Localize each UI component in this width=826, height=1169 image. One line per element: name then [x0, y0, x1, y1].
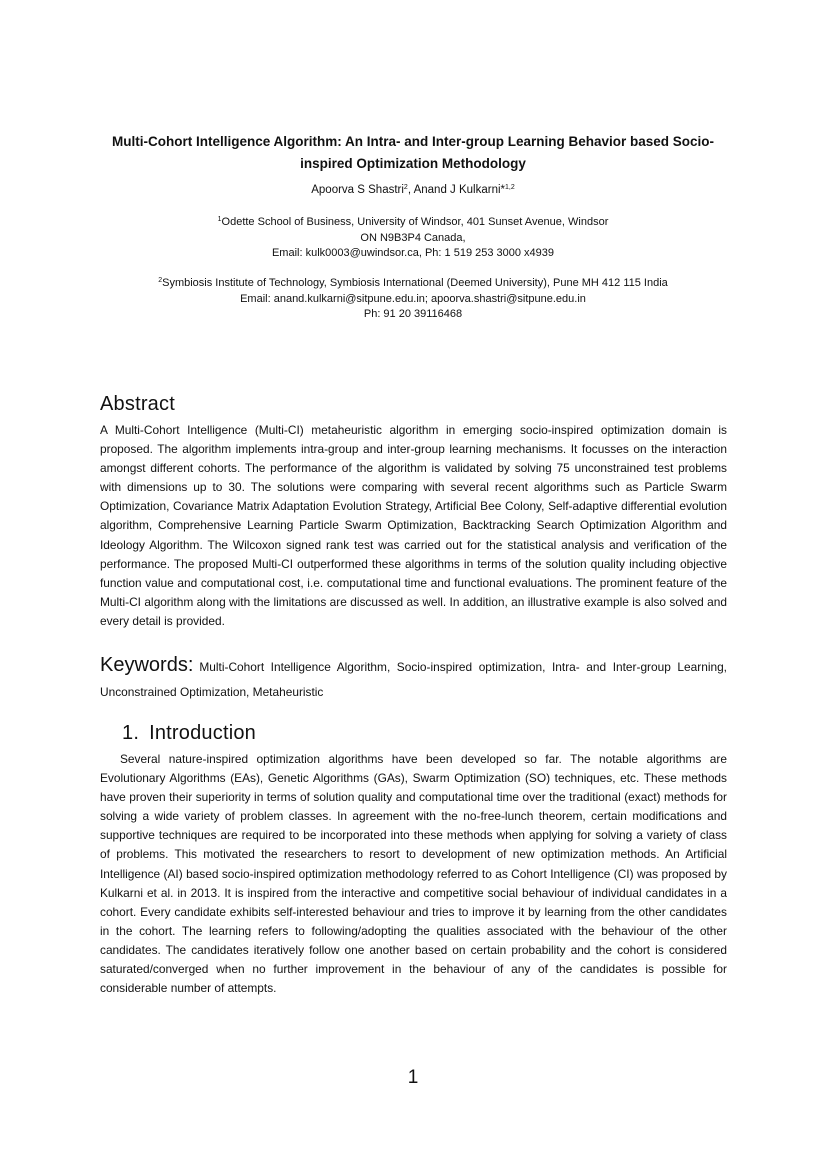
author-2-affiliation-mark: 1,2	[505, 184, 515, 191]
introduction-text: Several nature-inspired optimization algorithms have been developed so far. The notable algorithms are Evolutionary Algorithms (EAs), Genetic Algorithms (GAs), Swarm Optimization (SO) techniques, etc. These methods have proven their superiority in terms of solution quality and computational time over the traditional (exact) methods for solving a wide variety of problem classes. In agreement with the no-free-lunch theorem, certain modifications and supportive techniques are required to be incorporated into these methods when applying for solving a variety of class of problems. This motivated the researchers to resort to development of new optimization methods. An Artificial Intelligence (AI) based socio-inspired optimization methodology referred to as Cohort Intelligence (CI) was proposed by Kulkarni et al. in 2013. It is inspired from the interactive and competitive social behaviour of individual candidates in a cohort. Every candidate exhibits self-interested behaviour and tries to improve it by learning from the other candidates in the cohort. The learning refers to following/adopting the qualities associated with the behaviour of the other candidates. The candidates iteratively follow one another based on certain probability and the cohort is considered saturated/converged when no further improvement in the behaviour of any of the candidates is possible for considerable number of attempts.	[100, 752, 727, 996]
abstract-heading: Abstract	[100, 393, 175, 415]
affiliation-2-line-2: Email: anand.kulkarni@sitpune.edu.in; apoorva.shastri@sitpune.edu.in	[240, 292, 586, 305]
affiliation-1-mark: 1	[217, 216, 222, 223]
title-line-2: inspired Optimization Methodology	[300, 156, 526, 171]
affiliation-1-line-2: ON N9B3P4 Canada,	[360, 231, 466, 244]
affiliation-1-line-3: Email: kulk0003@uwindsor.ca, Ph: 1 519 253 3000 x4939	[271, 247, 555, 259]
introduction-heading	[122, 722, 256, 745]
author-1: Apoorva S Shastri	[311, 184, 404, 196]
page-number: 1	[407, 1067, 419, 1088]
keywords-text: Multi-Cohort Intelligence Algorithm, Socio-inspired optimization, Intra- and Inter-group Learning, Unconstrained Optimization, Metaheuristic	[100, 660, 727, 699]
section-title: Introduction	[149, 722, 257, 744]
author-list	[100, 184, 726, 196]
author-2: Anand J Kulkarni*	[413, 184, 506, 196]
affiliation-2-line-3: Ph: 91 20 39116468	[363, 308, 463, 320]
keywords-section	[100, 653, 727, 705]
abstract-text: A Multi-Cohort Intelligence (Multi-CI) metaheuristic algorithm in emerging socio-inspired optimization domain is proposed. The algorithm implements intra-group and inter-group learning mechanisms. It focusses on the interaction amongst different cohorts. The performance of the algorithm is validated by solving 75 unconstrained test problems with dimensions up to 30. The solutions were comparing with several recent algorithms such as Particle Swarm Optimization, Covariance Matrix Adaptation Evolution Strategy, Artificial Bee Colony, Self-adaptive differential evolution algorithm, Comprehensive Learning Particle Swarm Optimization, Backtracking Search Optimization Algorithm and Ideology Algorithm. The Wilcoxon signed rank test was carried out for the statistical analysis and verification of the performance. The proposed Multi-CI outperformed these algorithms in terms of the solution quality including objective function value and computational cost, i.e. computational time and functional evaluations. The prominent feature of the Multi-CI algorithm along with the limitations are discussed as well. In addition, an illustrative example is also solved and every detail is provided.	[100, 423, 727, 628]
affiliation-1	[100, 215, 726, 262]
affiliation-2-mark: 2	[158, 277, 163, 284]
section-number: 1.	[122, 722, 140, 744]
affiliation-1-line-1: Odette School of Business, University of Windsor, 401 Sunset Avenue, Windsor	[221, 216, 609, 228]
affiliation-2-line-1: Symbiosis Institute of Technology, Symbiosis International (Deemed University), Pune MH 412 115 India	[162, 277, 668, 289]
title-line-1: Multi-Cohort Intelligence Algorithm: An Intra- and Inter-group Learning Behavior based Socio-	[111, 134, 714, 149]
keywords-label: Keywords:	[100, 654, 194, 676]
author-separator: ,	[407, 184, 414, 196]
paper-title	[100, 131, 726, 175]
affiliation-2	[100, 276, 726, 323]
author-1-affiliation-mark: 2	[403, 184, 408, 191]
